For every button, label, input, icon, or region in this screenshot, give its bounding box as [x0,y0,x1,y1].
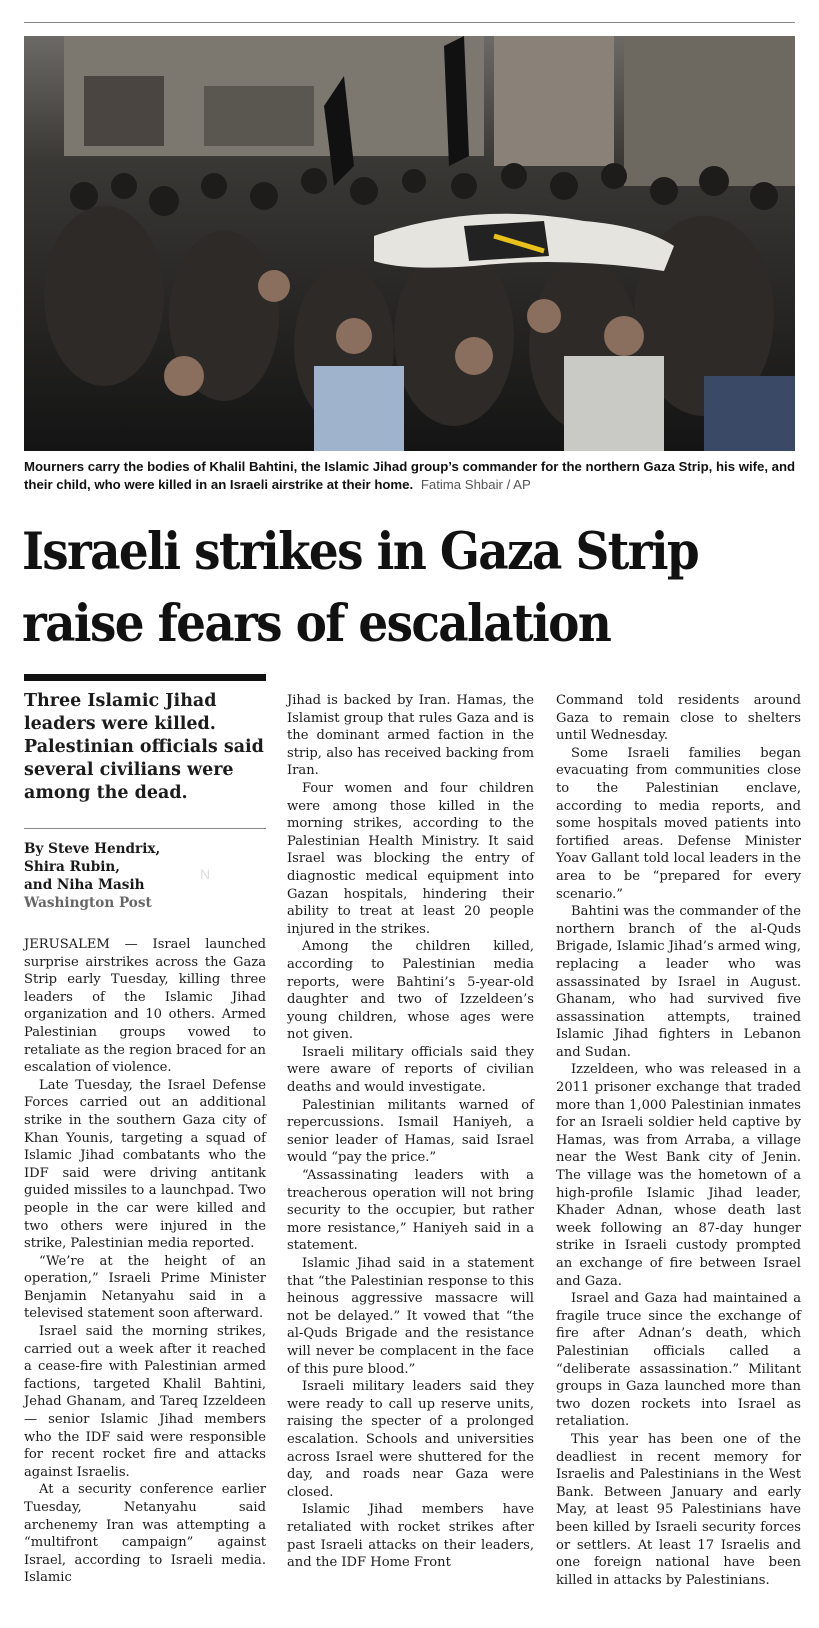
article-column-2 [287,692,534,1572]
deck: Three Islamic Jihad leaders were killed. Palestinian officials said several civilians were among the dead. [24,691,264,803]
paragraph: “Assassinating leaders with a treacherous operation will not bring security to the occupier, but rather more resistance,” Haniyeh said in a statement. [287,1168,534,1254]
byline-author-1: By Steve Hendrix, [24,841,161,857]
photo-caption [24,458,799,494]
paragraph: Palestinian militants warned of repercussions. Ismail Haniyeh, a senior leader of Hamas, said Israel would “pay the price.” [287,1097,534,1166]
caption-text: Mourners carry the bodies of Khalil Bahtini, the Islamic Jihad group’s commander for the northern Gaza Strip, his wife, and their child, who were killed in an Israeli airstrike at their home. [24,459,796,492]
paragraph: This year has been one of the deadliest in recent memory for Israelis and Palestinians in the West Bank. Between January and early May, at least 95 Palestinians have been killed by Israeli security forces or settlers. At least 17 Israelis and one foreign national have been killed in attacks by Palestinians. [556,1431,801,1588]
crowd-photo-icon [24,36,795,451]
headline [22,516,749,660]
photo-credit: Fatima Shbair / AP [420,477,531,492]
paragraph: Israeli military officials said they were aware of reports of civilian deaths and would investigate. [287,1044,534,1096]
byline-organization: Washington Post [24,895,152,911]
paragraph: Bahtini was the commander of the northern branch of the al-Quds Brigade, Islamic Jihad’s armed wing, replacing a leader who was assassinated by Israel in August. Ghanam, who had survived five assassination attempts, trained Islamic Jihad fighters in Lebanon and Sudan. [556,904,801,1060]
article-column-1 [24,936,266,1587]
news-photo [24,36,795,451]
paragraph: At a security conference earlier Tuesday, Netanyahu said archenemy Iran was attempting a “multifront campaign” against Israel, according to Israeli media. Islamic [24,1482,266,1586]
deck-divider [24,828,266,829]
paragraph: Late Tuesday, the Israel Defense Forces carried out an additional strike in the southern Gaza city of Khan Younis, targeting a squad of Islamic Jihad combatants who the IDF said were driving antitank guided missiles to a launchpad. Two people in the car were killed and two others were injured in the strike, Palestinian media reported. [24,1077,266,1252]
watermark: N [200,866,211,882]
paragraph: JERUSALEM — Israel launched surprise airstrikes across the Gaza Strip early Tuesday, killing three leaders of the Islamic Jihad organization and 10 others. Armed Palestinian groups vowed to retaliate as the region braced for an escalation of violence. [24,937,266,1076]
paragraph: Jihad is backed by Iran. Hamas, the Islamist group that rules Gaza and is the dominant armed faction in the strip, also has received backing from Iran. [287,693,534,779]
paragraph: Islamic Jihad members have retaliated with rocket strikes after past Israeli attacks on their leaders, and the IDF Home Front [287,1502,534,1571]
headline-line-1: Israeli strikes in Gaza Strip [22,522,699,582]
paragraph: Israeli military leaders said they were ready to call up reserve units, raising the specter of a prolonged escalation. Schools and universities across Israel were shuttered for the day, and roads near Gaza were closed. [287,1379,534,1500]
paragraph: “We’re at the height of an operation,” Israeli Prime Minister Benjamin Netanyahu said in a televised statement soon afterward. [24,1253,266,1322]
paragraph: Israel and Gaza had maintained a fragile truce since the exchange of fire after Adnan’s death, which Palestinian officials called a “deliberate assassination.” Militant groups in Gaza launched more than two dozen rockets into Israel as retaliation. [556,1291,801,1430]
byline [24,840,266,912]
deck-rule [24,674,266,681]
headline-line-2: raise fears of escalation [22,594,611,654]
paragraph: Command told residents around Gaza to remain close to shelters until Wednesday. [556,693,801,744]
paragraph: Four women and four children were among those killed in the morning strikes, according to the Palestinian Health Ministry. It said Israel was blocking the entry of diagnostic medical equipment into Gazan hospitals, hindering their ability to treat at least 20 people injured in the strikes. [287,780,534,937]
article-column-3 [556,692,801,1589]
paragraph: Some Israeli families began evacuating from communities close to the Palestinian enclave, according to media reports, and some hospitals moved patients into fortified areas. Defense Minister Yoav Gallant told local leaders in the area to be “prepared for every scenario.” [556,745,801,902]
paragraph: Israel said the morning strikes, carried out a week after it reached a cease-fire with Palestinian armed factions, targeted Khalil Bahtini, Jehad Ghanam, and Tareq Izzeldeen — senior Islamic Jihad members who the IDF said were responsible for recent rocket fire and attacks against Israelis. [24,1324,266,1480]
paragraph: Izzeldeen, who was released in a 2011 prisoner exchange that traded more than 1,000 Palestinian inmates for an Israeli soldier held captive by Hamas, was from Arraba, a village near the West Bank city of Jenin. The village was the hometown of a high-profile Islamic Jihad leader, Khader Adnan, whose death last week following an 87-day hunger strike in Israeli custody prompted an exchange of fire between Israel and Gaza. [556,1062,801,1289]
byline-author-3: and Niha Masih [24,877,145,893]
paragraph: Among the children killed, according to Palestinian media reports, were Bahtini’s 5-year-old daughter and two of Izzeldeen’s young children, whose ages were not given. [287,939,534,1043]
top-rule [24,22,795,23]
paragraph: Islamic Jihad said in a statement that “the Palestinian response to this heinous aggressive massacre will not be delayed.” It vowed that “the al-Quds Brigade and the resistance will never be complacent in the face of this pure blood.” [287,1256,534,1377]
byline-author-2: Shira Rubin, [24,859,121,875]
